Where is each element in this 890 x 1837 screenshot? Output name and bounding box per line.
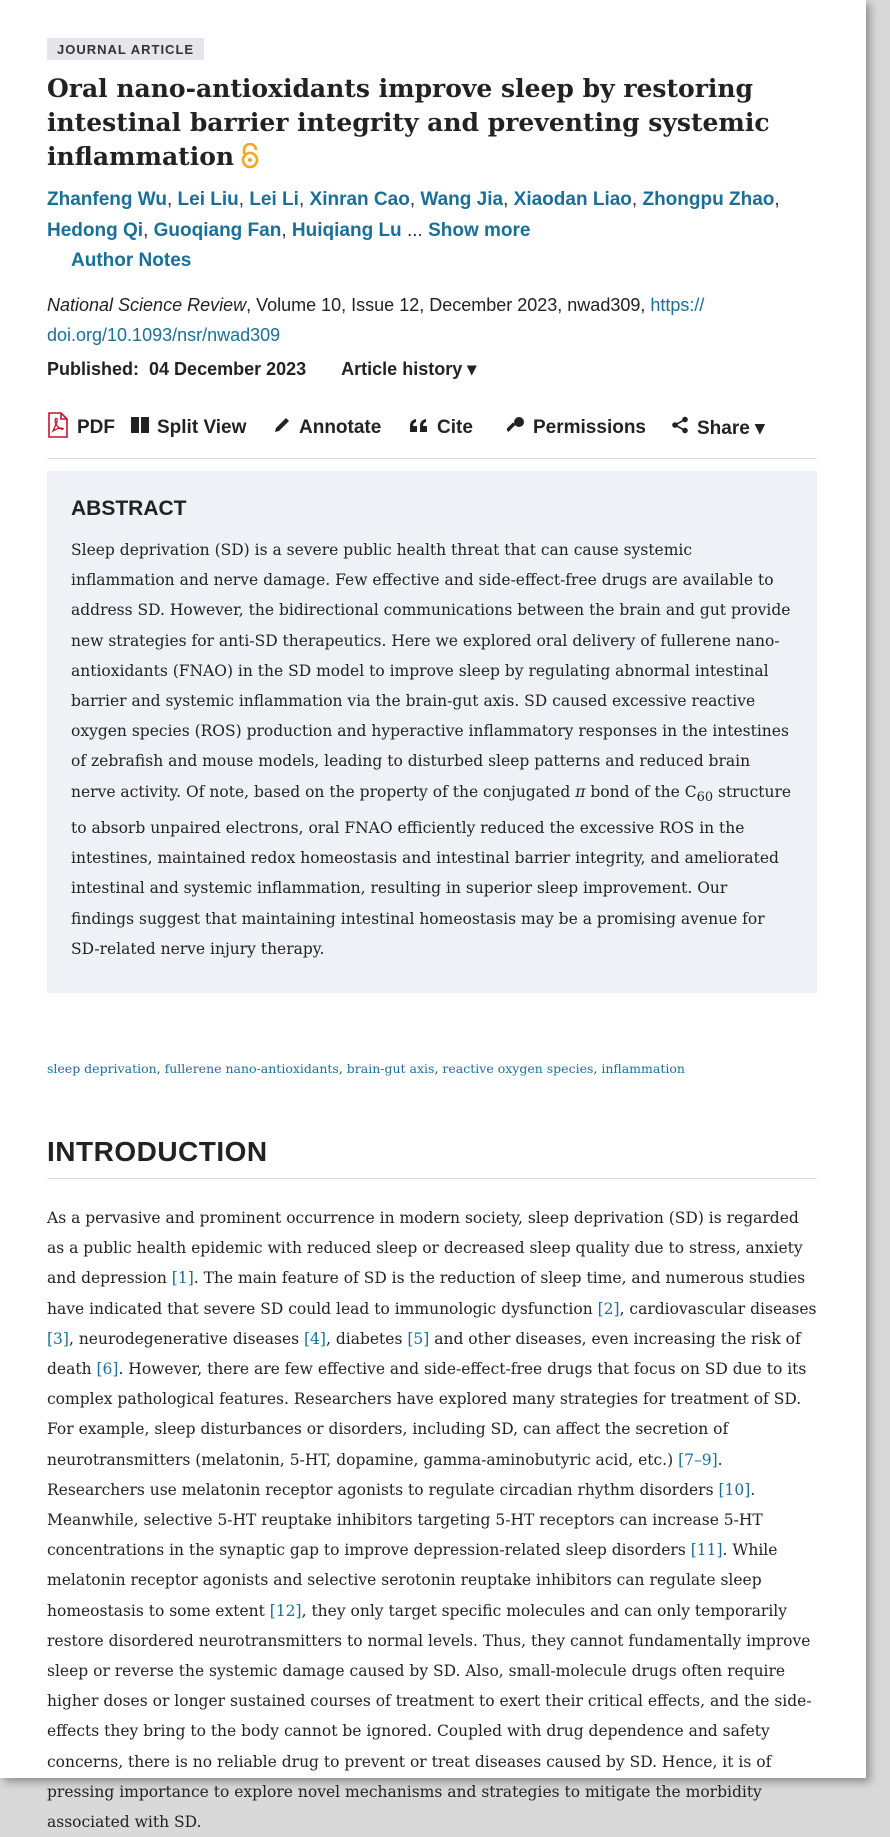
author-separator: , — [298, 189, 310, 210]
reference-link[interactable]: [6] — [96, 1360, 119, 1379]
intro-text-segment: As a pervasive and prominent occurrence in modern society, sleep deprivation (SD) is regarded as a public health epidemic with reduced sleep or decreased sleep quality due to stress, anxiety and depression — [47, 1209, 803, 1288]
reference-link[interactable]: [7–9] — [678, 1450, 718, 1469]
pdf-label: PDF — [77, 417, 115, 438]
share-label: Share ▾ — [697, 417, 765, 439]
reference-link[interactable]: [4] — [304, 1329, 326, 1348]
author-notes-link[interactable]: Author Notes — [71, 250, 192, 271]
abstract-heading: ABSTRACT — [71, 497, 187, 520]
doi-link-part1[interactable]: https:// — [650, 295, 705, 315]
author-link[interactable]: Xinran Cao — [309, 189, 410, 210]
author-list — [47, 184, 817, 246]
pencil-icon — [273, 416, 299, 440]
author-link[interactable]: Zhongpu Zhao — [642, 189, 775, 210]
intro-text-segment: . While melatonin receptor agonists and selective serotonin reuptake inhibitors can regulate sleep homeostasis to some extent — [47, 1541, 778, 1620]
intro-text-segment: . The main feature of SD is the reduction of sleep time, and numerous studies have indicated that severe SD could lead to immunologic dysfunction — [47, 1269, 806, 1318]
article-container — [47, 38, 817, 1837]
reference-link[interactable]: [11] — [690, 1541, 723, 1560]
keyword-separator: , — [593, 1061, 602, 1076]
permissions-label: Permissions — [533, 417, 646, 438]
intro-text-segment: and other diseases, even increasing the risk of death — [47, 1329, 801, 1379]
split-view-button[interactable] — [131, 417, 273, 439]
abstract-text-part1: Sleep deprivation (SD) is a severe public health threat that can cause systemic inflammation and nerve damage. Few effective and side-effect-free drugs are available to address SD. However, the bidirectional communications between the brain and gut provide new strategies for anti-SD therapeutics. Here we explored oral delivery of fullerene nano-antioxidants (FNAO) in the SD model to improve sleep by regulating abnormal intestinal barrier and systemic inflammation via the brain-gut axis. SD caused excessive reactive oxygen species (ROS) production and hyperactive inflammatory responses in the intestines of zebrafish and mouse models, leading to disturbed sleep patterns and reduced brain nerve activity. Of note, based on the property of the conjugated — [71, 541, 791, 801]
author-link[interactable]: Hedong Qi — [47, 220, 144, 241]
reference-link[interactable]: [1] — [171, 1269, 194, 1288]
author-link[interactable]: Wang Jia — [420, 189, 504, 210]
author-link[interactable]: Lei Li — [249, 189, 299, 210]
keyword-link[interactable]: brain-gut axis — [346, 1061, 435, 1076]
split-view-icon — [131, 417, 157, 439]
keyword-link[interactable]: fullerene nano-antioxidants — [164, 1061, 339, 1076]
keyword-link[interactable]: sleep deprivation — [47, 1061, 157, 1076]
pdf-button[interactable] — [47, 412, 131, 444]
published-label: Published: — [47, 359, 140, 379]
share-button[interactable] — [671, 416, 765, 440]
published-date: 04 December 2023 — [149, 359, 307, 379]
show-more-link[interactable]: Show more — [428, 220, 531, 241]
author-link[interactable]: Guoqiang Fan — [153, 220, 282, 241]
intro-text-segment: . However, there are few effective and side-effect-free drugs that focus on SD due to its complex pathological features. Researchers have explored many strategies for treatment of SD. For example, sleep disturbances or disorders, including SD, can affect the secretion of neurotransmitters (melatonin, 5-HT, dopamine, gamma-aminobutyric acid, etc.) — [47, 1360, 807, 1469]
reference-link[interactable]: [10] — [718, 1480, 751, 1499]
author-separator: , — [238, 189, 250, 210]
introduction-paragraph — [47, 1203, 817, 1837]
keyword-separator: , — [338, 1061, 347, 1076]
keyword-separator: , — [156, 1061, 165, 1076]
intro-text-segment: , they only target specific molecules and can only temporarily restore disordered neurotransmitters to normal levels. Thus, they cannot fundamentally improve sleep or reverse the systemic damage caused by SD. Also, small-molecule drugs often require higher doses or longer sustained courses of treatment to exert their critical effects, and the side-effects they bring to the body cannot be ignored. Coupled with drug dependence and safety concerns, there is no reliable drug to prevent or treat diseases caused by SD. Hence, it is of pressing importance to explore novel mechanisms and strategies to mitigate the morbidity associated with SD. — [47, 1601, 812, 1832]
keyword-link[interactable]: reactive oxygen species — [442, 1061, 594, 1076]
c60-subscript: 60 — [696, 789, 714, 805]
abstract-box — [47, 471, 817, 993]
annotate-button[interactable] — [273, 416, 409, 440]
quote-icon — [409, 417, 437, 439]
article-title-text: Oral nano-antioxidants improve sleep by restoring intestinal barrier integrity and preventing systemic inflammation — [47, 74, 770, 171]
pdf-icon — [47, 412, 77, 444]
doi-link-part2[interactable]: doi.org/10.1093/nsr/nwad309 — [47, 325, 281, 345]
annotate-label: Annotate — [299, 417, 382, 438]
author-link[interactable]: Zhanfeng Wu — [47, 189, 167, 210]
intro-text-segment: . Researchers use melatonin receptor agonists to regulate circadian rhythm disorders — [47, 1450, 723, 1499]
abstract-text-part2: bond of the C — [585, 782, 697, 801]
reference-link[interactable]: [5] — [407, 1329, 430, 1348]
open-access-lock-icon — [240, 143, 260, 178]
authors-ellipsis: ... — [406, 220, 423, 241]
author-link[interactable]: Lei Liu — [177, 189, 239, 210]
article-type-badge: JOURNAL ARTICLE — [47, 38, 204, 60]
article-toolbar — [47, 408, 817, 459]
pi-symbol: π — [575, 782, 586, 801]
key-icon — [507, 416, 533, 440]
intro-text-segment: , diabetes — [325, 1329, 408, 1348]
author-link[interactable]: Xiaodan Liao — [513, 189, 632, 210]
article-history-dropdown[interactable]: Article history ▾ — [341, 359, 477, 379]
author-separator: , — [631, 189, 643, 210]
cite-label: Cite — [437, 417, 473, 438]
journal-name: National Science Review — [47, 295, 247, 315]
reference-link[interactable]: [2] — [597, 1299, 620, 1318]
keyword-separator: , — [434, 1061, 443, 1076]
citation-details: , Volume 10, Issue 12, December 2023, nwad309, — [246, 295, 651, 315]
split-view-label: Split View — [157, 417, 247, 438]
introduction-heading: INTRODUCTION — [47, 1136, 817, 1179]
intro-text-segment: . Meanwhile, selective 5-HT reuptake inhibitors targeting 5-HT receptors can increase 5-HT concentrations in the synaptic gap to improve depression-related sleep disorders — [47, 1480, 763, 1560]
author-link[interactable]: Huiqiang Lu — [291, 220, 402, 241]
keyword-link[interactable]: inflammation — [601, 1061, 685, 1076]
reference-link[interactable]: [12] — [269, 1601, 302, 1620]
share-icon — [671, 416, 697, 440]
intro-text-segment: , neurodegenerative diseases — [68, 1329, 304, 1348]
keyword-list — [47, 1061, 817, 1076]
intro-text-segment: , cardiovascular diseases — [619, 1299, 817, 1318]
author-separator: , — [774, 189, 780, 210]
article-title — [47, 72, 817, 178]
author-separator: , — [281, 220, 292, 241]
author-separator: , — [503, 189, 514, 210]
reference-link[interactable]: [3] — [47, 1329, 69, 1348]
author-separator: , — [143, 220, 154, 241]
cite-button[interactable] — [409, 417, 507, 439]
citation — [47, 290, 817, 350]
abstract-text — [71, 535, 793, 964]
abstract-text-part3: structure to absorb unpaired electrons, oral FNAO efficiently reduced the excessive ROS in the intestines, maintained redox homeostasis and intestinal barrier integrity, and ameliorated intestinal and systemic inflammation, resulting in superior sleep improvement. Our findings suggest that maintaining intestinal homeostasis may be a promising avenue for SD-related nerve injury therapy. — [71, 782, 792, 958]
author-separator: , — [166, 189, 178, 210]
published-row — [47, 354, 817, 384]
permissions-button[interactable] — [507, 416, 671, 440]
author-separator: , — [409, 189, 421, 210]
